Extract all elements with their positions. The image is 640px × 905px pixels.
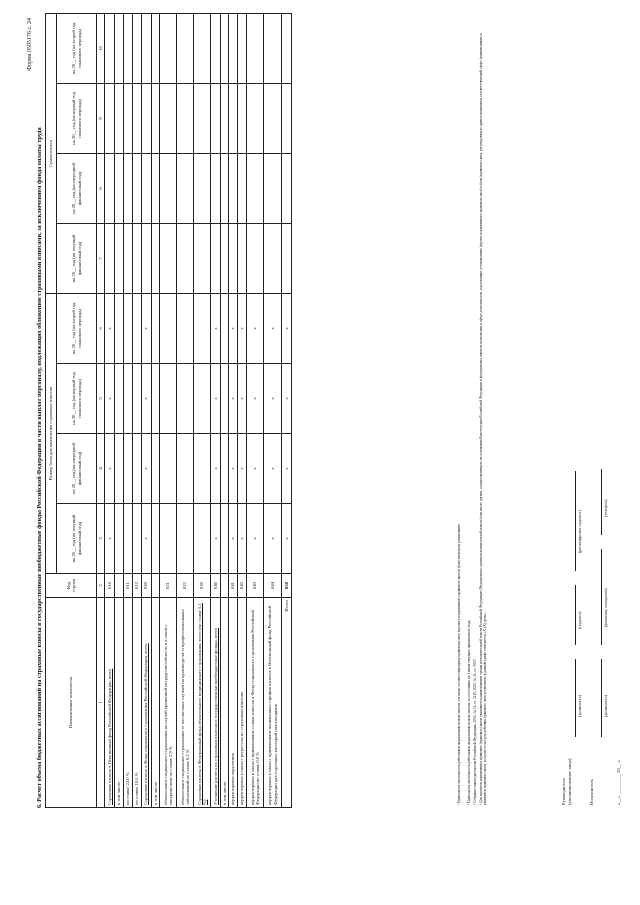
sum-cell bbox=[210, 83, 220, 153]
base-cell bbox=[193, 434, 210, 504]
column-number: 5 bbox=[97, 364, 105, 434]
sum-cell bbox=[220, 83, 228, 153]
sum-cell bbox=[264, 153, 282, 223]
table-row bbox=[105, 13, 115, 807]
base-cell bbox=[151, 364, 159, 434]
table-row bbox=[247, 13, 264, 807]
base-cell: x bbox=[247, 504, 264, 574]
base-cell bbox=[132, 504, 141, 574]
row-code: 030 bbox=[193, 574, 210, 598]
base-cell: x bbox=[210, 293, 220, 363]
base-cell bbox=[159, 364, 176, 434]
row-name: Уточнение расчета по страховым взносам в государственные внебюджетные фонды, всего bbox=[210, 598, 220, 808]
column-number: 10 bbox=[97, 13, 105, 83]
period-header: на 20__ год (на очередной финансовый год) bbox=[57, 153, 97, 223]
table-body bbox=[105, 13, 292, 807]
column-numbers-row bbox=[97, 13, 105, 807]
sum-cell bbox=[159, 153, 176, 223]
row-code: 021 bbox=[159, 574, 176, 598]
base-cell bbox=[193, 293, 210, 363]
base-cell: x bbox=[141, 293, 151, 363]
sum-cell bbox=[105, 223, 115, 293]
executor-phone-line bbox=[601, 469, 602, 535]
row-code: 020 bbox=[141, 574, 151, 598]
row-code: 044 bbox=[264, 574, 282, 598]
total-label: Итого bbox=[282, 598, 292, 808]
base-cell bbox=[193, 504, 210, 574]
total-sum-cell bbox=[282, 13, 292, 83]
sum-cell bbox=[229, 83, 238, 153]
contributions-table bbox=[45, 13, 292, 808]
sum-cell bbox=[123, 13, 132, 83]
sum-cell bbox=[247, 13, 264, 83]
row-name: Страховые взносы в Федеральный фонд обязательного медицинского страхования, всего (по ставке 5,1 %) bbox=[193, 598, 210, 808]
sum-cell bbox=[105, 13, 115, 83]
base-cell: x bbox=[229, 504, 238, 574]
table-row bbox=[115, 13, 123, 807]
head-signature-line bbox=[575, 585, 576, 645]
base-cell: x bbox=[229, 364, 238, 434]
base-cell bbox=[132, 293, 141, 363]
base-cell bbox=[123, 504, 132, 574]
period-header: на 20__ год (на второй год планового периода) bbox=[57, 293, 97, 363]
base-cell: x bbox=[105, 364, 115, 434]
period-header: на 20__ год (на второй год планового периода) bbox=[57, 13, 97, 83]
base-cell: x bbox=[105, 434, 115, 504]
table-row bbox=[238, 13, 247, 807]
sum-cell bbox=[141, 153, 151, 223]
base-cell: x bbox=[247, 293, 264, 363]
form-label: Форма 0505176 с. 24 bbox=[27, 18, 33, 71]
sum-cell bbox=[123, 153, 132, 223]
sum-cell bbox=[238, 153, 247, 223]
base-cell bbox=[151, 434, 159, 504]
sum-cell bbox=[193, 153, 210, 223]
base-cell bbox=[176, 434, 193, 504]
section-title: 6. Расчет объема бюджетных ассигнований на страховые взносы в государственные внебюджетные фонды Российской Федерации в части выплат персоналу, подлежащих обложению страховыми взносами, за исключением фонда оплаты труда bbox=[36, 127, 43, 808]
base-cell bbox=[115, 434, 123, 504]
sum-cell bbox=[105, 153, 115, 223]
row-code: 040 bbox=[210, 574, 220, 598]
column-number: 9 bbox=[97, 83, 105, 153]
base-cell bbox=[176, 504, 193, 574]
head-position-caption: (должность) bbox=[577, 695, 582, 717]
sum-cell bbox=[229, 13, 238, 83]
base-cell: x bbox=[141, 504, 151, 574]
total-sum-cell bbox=[282, 153, 292, 223]
row-code bbox=[151, 574, 159, 598]
executor-phone-caption: (телефон) bbox=[603, 499, 608, 517]
column-number: 2 bbox=[97, 574, 105, 598]
sum-cell bbox=[123, 223, 132, 293]
row-name: обязательное социальное страхование от несчастных случаев на производстве и профессиональных заболеваний по ставке 0,2 % bbox=[176, 598, 193, 808]
table-row bbox=[132, 13, 141, 807]
base-cell: x bbox=[141, 364, 151, 434]
row-name: в том числе: bbox=[115, 598, 123, 808]
base-cell bbox=[220, 504, 228, 574]
table-row bbox=[176, 13, 193, 807]
row-name: корректировка в связи с применением ставки взносов в Фонд социального страхования Российской Федерации по ставке 0,0 % bbox=[247, 598, 264, 808]
executor-position-line bbox=[601, 659, 602, 737]
row-name: в том числе: bbox=[220, 598, 228, 808]
column-number: 3 bbox=[97, 504, 105, 574]
sum-cell bbox=[115, 83, 123, 153]
sum-cell bbox=[115, 13, 123, 83]
base-cell bbox=[115, 504, 123, 574]
sum-cell bbox=[159, 83, 176, 153]
row-name: по ставке 22,0 % bbox=[123, 598, 132, 808]
row-code: 041 bbox=[229, 574, 238, 598]
footnote: ³ Собрание законодательства Российской Федерации, 2004, № 31, ст. 3215; 2020, № 31, ст. 5047. bbox=[473, 658, 477, 805]
base-cell bbox=[123, 364, 132, 434]
sum-cell bbox=[238, 13, 247, 83]
base-cell bbox=[115, 364, 123, 434]
base-cell: x bbox=[105, 504, 115, 574]
table-row bbox=[210, 13, 220, 807]
sum-cell bbox=[176, 13, 193, 83]
base-cell: x bbox=[247, 364, 264, 434]
sum-cell bbox=[141, 83, 151, 153]
column-number: 6 bbox=[97, 293, 105, 363]
base-cell bbox=[115, 293, 123, 363]
base-cell bbox=[220, 293, 228, 363]
row-code bbox=[220, 574, 228, 598]
row-name: корректировка в связи с регрессом по страховым взносам bbox=[238, 598, 247, 808]
footnote: ¹ Приводится численность работников, выраженная целым числом, согласно соответствующему правовому акту (проекту нормативного правового акта) и (или) штатному расписанию. bbox=[457, 523, 461, 805]
col-code-header: Код строки bbox=[46, 574, 97, 598]
executor-name-caption: (фамилия, инициалы) bbox=[603, 588, 608, 627]
row-name: Страховые взносы в Фонд социального страхования Российской Федерации, всего bbox=[141, 598, 151, 808]
sum-cell bbox=[238, 223, 247, 293]
head-position-line bbox=[575, 659, 576, 737]
sum-cell bbox=[132, 83, 141, 153]
sum-cell bbox=[247, 83, 264, 153]
total-base-cell: x bbox=[282, 293, 292, 363]
sum-cell bbox=[132, 13, 141, 83]
row-code bbox=[115, 574, 123, 598]
table-row bbox=[264, 13, 282, 807]
base-cell: x bbox=[210, 434, 220, 504]
sum-cell bbox=[176, 83, 193, 153]
sum-cell bbox=[193, 223, 210, 293]
sum-cell bbox=[141, 13, 151, 83]
row-code: 010 bbox=[105, 574, 115, 598]
period-header: на 20__ год (на текущий финансовый год) bbox=[57, 223, 97, 293]
base-cell bbox=[159, 504, 176, 574]
sum-cell bbox=[220, 13, 228, 83]
period-header: на 20__ год (на первый год планового периода) bbox=[57, 83, 97, 153]
column-number: 1 bbox=[97, 598, 105, 808]
base-cell bbox=[132, 364, 141, 434]
executor-name-line bbox=[601, 549, 602, 645]
total-sum-cell bbox=[282, 83, 292, 153]
base-cell: x bbox=[247, 434, 264, 504]
base-cell: x bbox=[238, 434, 247, 504]
head-label-sub: (уполномоченное лицо) bbox=[567, 758, 572, 805]
row-code: 011 bbox=[123, 574, 132, 598]
head-signature-caption: (подпись) bbox=[577, 611, 582, 629]
row-code: 012 bbox=[132, 574, 141, 598]
sum-cell bbox=[151, 83, 159, 153]
column-number: 7 bbox=[97, 223, 105, 293]
row-name: корректировка округления bbox=[229, 598, 238, 808]
sum-cell bbox=[151, 153, 159, 223]
base-cell bbox=[220, 364, 228, 434]
row-code: 042 bbox=[238, 574, 247, 598]
base-cell: x bbox=[210, 504, 220, 574]
sum-cell bbox=[132, 153, 141, 223]
row-code: 043 bbox=[247, 574, 264, 598]
sum-cell bbox=[105, 83, 115, 153]
sum-cell bbox=[193, 13, 210, 83]
sum-cell bbox=[151, 13, 159, 83]
sum-cell bbox=[264, 13, 282, 83]
executor-label: Исполнитель bbox=[589, 779, 594, 805]
sum-cell bbox=[115, 223, 123, 293]
period-header: на 20__ год (на очередной финансовый год) bbox=[57, 434, 97, 504]
sum-cell bbox=[151, 223, 159, 293]
base-cell: x bbox=[264, 434, 282, 504]
footnote: ⁴ Для проектов нормативных правовых (правовых) актов указывается наименование органа исполнительной власти Российской Федерации (Федерального органа исполнительной власти) или иного органа, осуществляющего на основании Конституции Российской Федерации и федеральных законов полномочия в сфере деятельности, подлежащих установлению (проект нормативного правового акта) и (или) правового акта, регулирующего правоотношения в соответствующей сфере (наименование и реквизиты правового акта), в случае если срок действия правового акта установлен, в данной графе отмечается «Х (Х) срок». bbox=[479, 33, 488, 805]
base-cell: x bbox=[264, 364, 282, 434]
signature-date: «__» _________ 20__ г. bbox=[616, 759, 621, 805]
base-cell: x bbox=[264, 293, 282, 363]
base-cell: x bbox=[210, 364, 220, 434]
base-cell bbox=[220, 434, 228, 504]
footnote: ² Приводится численность работников, выраженная целым числом, по состоянию на 1 июня текущего финансового года. bbox=[467, 619, 471, 805]
table-row bbox=[159, 13, 176, 807]
sum-cell bbox=[264, 83, 282, 153]
base-cell: x bbox=[264, 504, 282, 574]
sum-cell bbox=[159, 223, 176, 293]
col-name-header: Наименование показателя bbox=[46, 598, 97, 808]
base-cell: x bbox=[238, 293, 247, 363]
period-header: на 20__ год (на текущий финансовый год) bbox=[57, 504, 97, 574]
sum-cell bbox=[247, 223, 264, 293]
base-cell: x bbox=[229, 434, 238, 504]
sum-cell bbox=[123, 83, 132, 153]
row-name: по ставке 10,0 % bbox=[132, 598, 141, 808]
base-cell bbox=[123, 293, 132, 363]
sum-cell bbox=[159, 13, 176, 83]
base-cell bbox=[132, 434, 141, 504]
row-code: 022 bbox=[176, 574, 193, 598]
sum-cell bbox=[141, 223, 151, 293]
base-cell bbox=[176, 293, 193, 363]
sum-cell bbox=[176, 223, 193, 293]
base-cell: x bbox=[141, 434, 151, 504]
base-cell bbox=[159, 434, 176, 504]
sum-cell bbox=[220, 223, 228, 293]
sum-cell bbox=[247, 153, 264, 223]
total-base-cell: x bbox=[282, 364, 292, 434]
total-sum-cell bbox=[282, 223, 292, 293]
row-name: Страховые взносы в Пенсионный фонд Российской Федерации, всего bbox=[105, 598, 115, 808]
sum-cell bbox=[176, 153, 193, 223]
column-number: 4 bbox=[97, 434, 105, 504]
total-row bbox=[282, 13, 292, 807]
base-cell: x bbox=[105, 293, 115, 363]
base-cell bbox=[193, 364, 210, 434]
group-base-header: Размер базы для начисления страховых взносов bbox=[46, 293, 57, 573]
table-row bbox=[151, 13, 159, 807]
head-decoding-line bbox=[575, 471, 576, 571]
head-label: Руководитель bbox=[561, 778, 566, 805]
row-name: корректировка в связи с применением пониженных тарифов взносов в Пенсионный фонд Российской Федерации для отдельных категорий плательщиков bbox=[264, 598, 282, 808]
base-cell: x bbox=[238, 504, 247, 574]
base-cell bbox=[176, 364, 193, 434]
head-decoding-caption: (расшифровка подписи) bbox=[577, 510, 582, 553]
base-cell: x bbox=[238, 364, 247, 434]
group-sum-header: Сумма взноса bbox=[46, 13, 57, 293]
sum-cell bbox=[229, 153, 238, 223]
base-cell: x bbox=[229, 293, 238, 363]
base-cell bbox=[123, 434, 132, 504]
sum-cell bbox=[115, 153, 123, 223]
table-row bbox=[193, 13, 210, 807]
column-number: 8 bbox=[97, 153, 105, 223]
sum-cell bbox=[229, 223, 238, 293]
sum-cell bbox=[264, 223, 282, 293]
table-row bbox=[141, 13, 151, 807]
sum-cell bbox=[193, 83, 210, 153]
base-cell bbox=[159, 293, 176, 363]
total-base-cell: x bbox=[282, 434, 292, 504]
sum-cell bbox=[220, 153, 228, 223]
sum-cell bbox=[132, 223, 141, 293]
executor-position-caption: (должность) bbox=[603, 695, 608, 717]
sum-cell bbox=[210, 223, 220, 293]
row-name: в том числе: bbox=[151, 598, 159, 808]
period-header: на 20__ год (на первый год планового периода) bbox=[57, 364, 97, 434]
total-base-cell: x bbox=[282, 504, 292, 574]
sum-cell bbox=[210, 153, 220, 223]
total-code: 050 bbox=[282, 574, 292, 598]
table-row bbox=[229, 13, 238, 807]
sum-cell bbox=[210, 13, 220, 83]
base-cell bbox=[151, 504, 159, 574]
table-row bbox=[220, 13, 228, 807]
table-row bbox=[123, 13, 132, 807]
base-cell bbox=[151, 293, 159, 363]
row-name: обязательное социальное страхование на случай временной нетрудоспособности и в связи с материнством по ставке 2,9 % bbox=[159, 598, 176, 808]
sum-cell bbox=[238, 83, 247, 153]
